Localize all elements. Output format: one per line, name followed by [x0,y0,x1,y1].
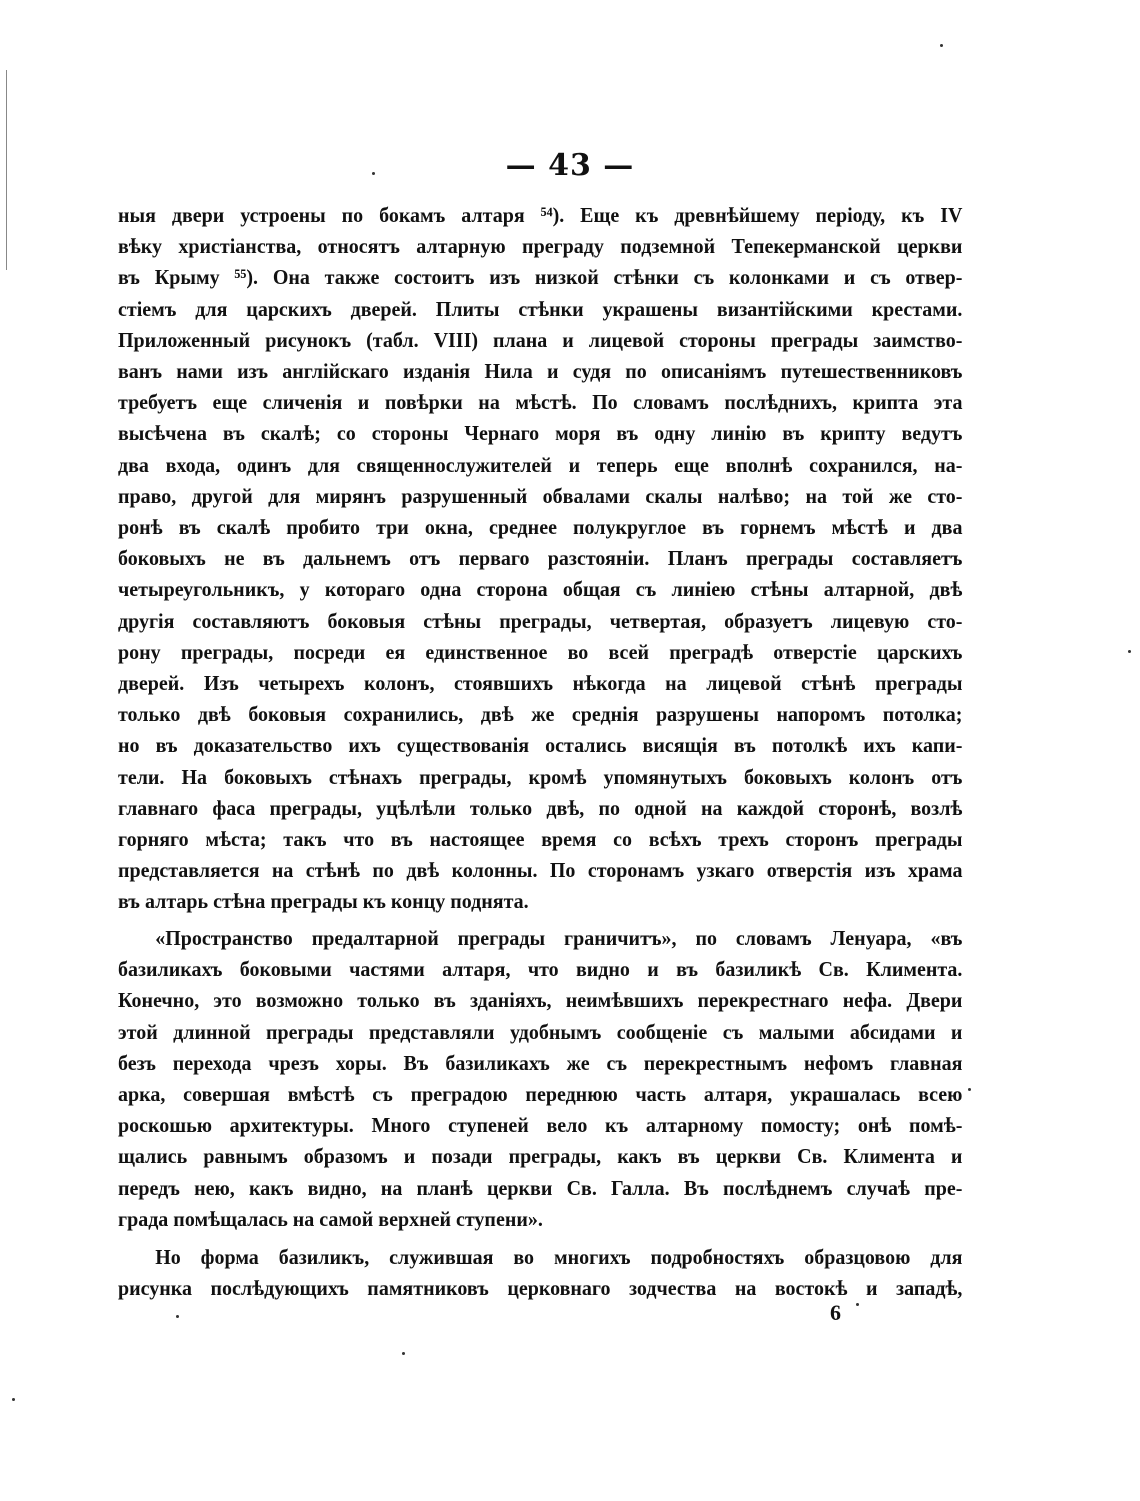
text-line: дверей. Изъ четырехъ колонъ, стоявшихъ нѣкогда на лицевой стѣнѣ преграды [118,671,963,696]
paragraph-2 [118,923,963,1235]
text-line: но въ доказательство ихъ существованія остались висящія въ потолкѣ ихъ капи- [118,733,963,758]
text-line: Приложенный рисунокъ (табл. VIII) плана и лицевой стороны преграды заимство- [118,327,963,352]
text-line: «Пространство предалтарной преграды граничитъ», по словамъ Ленуара, «въ [155,926,963,950]
text-line: этой длинной преграды представляли удобнымъ сообщеніе съ малыми абсидами и [118,1019,963,1044]
text-line: вѣку христіанства, относятъ алтарную преграду подземной Тепекерманской церкви [118,234,963,259]
text-line: главнаго фаса преграды, уцѣлѣли только двѣ, по одной на каждой сторонѣ, возлѣ [118,795,963,820]
text-line: высѣчена въ скалѣ; со стороны Чернаго моря въ одну линію въ крипту ведутъ [118,421,963,446]
text-line: роскошью архитектуры. Много ступеней вело къ алтарному помосту; онѣ помѣ- [118,1113,963,1138]
text-line: арка, совершая вмѣстѣ съ преградою переднюю часть алтаря, украшалась всею [118,1082,963,1107]
text-line: ванъ нами изъ англійскаго изданія Нила и судя по описаніямъ путешественниковъ [118,359,963,384]
text-line: Конечно, это возможно только въ зданіяхъ, неимѣвшихъ перекрестнаго нефа. Двери [118,988,963,1013]
print-speck [402,1352,405,1355]
paragraph-1 [118,200,963,918]
text-line: право, другой для мирянъ разрушенный обвалами скалы налѣво; на той же сто- [118,483,963,508]
text-line: требуетъ еще сличенія и повѣрки на мѣстѣ. По словамъ послѣднихъ, крипта эта [118,390,963,415]
print-speck [176,1315,179,1318]
text-line: ныя двери устроены по бокамъ алтаря ⁵⁴). Еще къ древнѣйшему періоду, къ IV [118,203,963,227]
text-line: въ алтарь стѣна преграды къ концу поднята. [118,889,529,914]
signature-mark: 6 [830,1300,841,1325]
print-speck [856,1303,859,1306]
text-line: базиликахъ боковыми частями алтаря, что видно и въ базиликѣ Св. Климента. [118,957,963,982]
text-line: Но форма базиликъ, служившая во многихъ подробностяхъ образцовою для [155,1245,963,1269]
text-line: щались равнымъ образомъ и позади преграды, какъ въ церкви Св. Климента и [118,1144,963,1169]
print-speck [372,172,375,175]
text-line: града помѣщалась на самой верхней ступени». [118,1206,543,1231]
text-line: въ Крыму ⁵⁵). Она также состоитъ изъ низкой стѣнки съ колонками и съ отвер- [118,265,963,290]
print-speck [1128,650,1131,653]
text-line: представляется на стѣнѣ по двѣ колонны. По сторонамъ узкаго отверстія изъ храма [118,858,963,883]
text-line: два входа, одинъ для священнослужителей и теперь еще вполнѣ сохранился, на- [118,452,963,477]
page-number: — 43 — [505,148,635,183]
paragraph-3 [118,1242,963,1304]
text-line: горняго мѣста; такъ что въ настоящее время со всѣхъ трехъ сторонъ преграды [118,827,963,852]
print-speck [12,1398,15,1401]
text-line: безъ перехода чрезъ хоры. Въ базиликахъ же съ перекрестнымъ нефомъ главная [118,1050,963,1075]
print-speck [968,1088,971,1091]
text-line: ронѣ въ скалѣ пробито три окна, среднее полукруглое въ горнемъ мѣстѣ и два [118,515,963,540]
text-line: рисунка послѣдующихъ памятниковъ церковнаго зодчества на востокѣ и западѣ, [118,1276,963,1301]
text-line: только двѣ боковыя сохранились, двѣ же среднія разрушены напоромъ потолка; [118,702,963,727]
print-speck [940,44,943,47]
text-line: стіемъ для царскихъ дверей. Плиты стѣнки украшены византійскими крестами. [118,296,963,321]
text-line: боковыхъ не въ дальнемъ отъ перваго разстояніи. Планъ преграды составляетъ [118,546,963,571]
text-line: рону преграды, посреди ея единственное во всей преградѣ отверстіе царскихъ [118,639,963,664]
text-line: другія составляютъ боковыя стѣны преграды, четвертая, образуетъ лицевую сто- [118,608,963,633]
text-line: тели. На боковыхъ стѣнахъ преграды, кромѣ упомянутыхъ боковыхъ колонъ отъ [118,764,963,789]
text-line: четыреугольникъ, у котораго одна сторона общая съ линіею стѣны алтарной, двѣ [118,577,963,602]
text-line: передъ нею, какъ видно, на планѣ церкви Св. Галла. Въ послѣднемъ случаѣ пре- [118,1175,963,1200]
